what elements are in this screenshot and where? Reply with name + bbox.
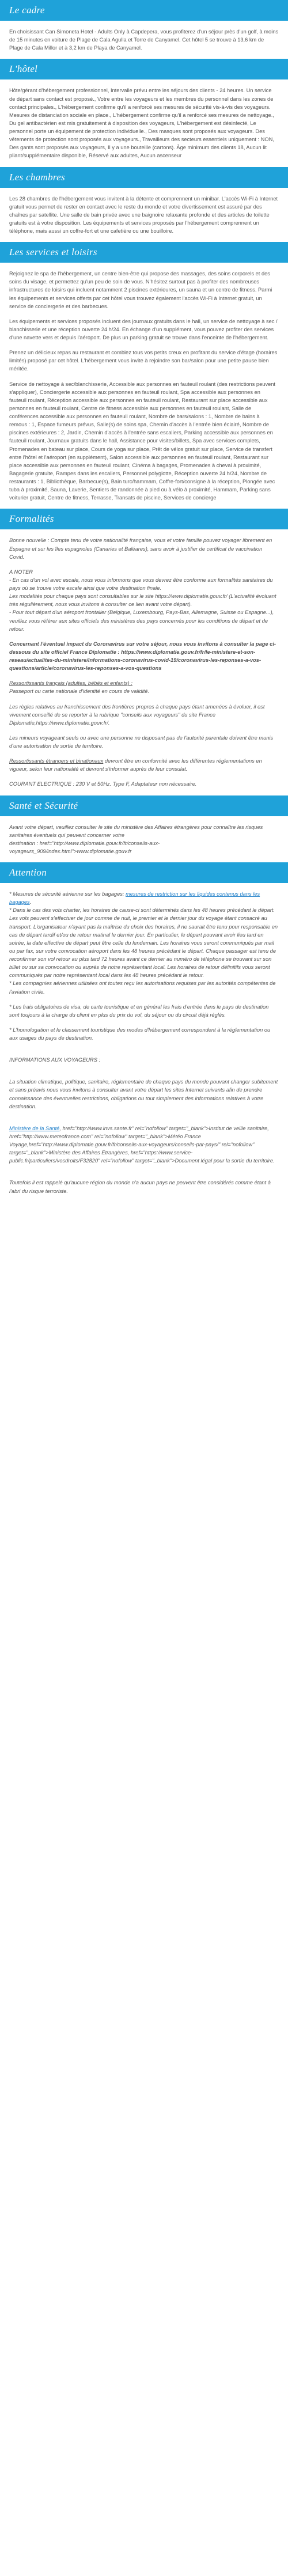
paragraph: Bonne nouvelle : Compte tenu de votre nationalité française, vous et votre famille pouvez voyager librement en Espagne et sur les îles espagnoles (Canaries et Baléares), sans avoir à justifier de certificat de vaccination Covid. xyxy=(9,537,272,560)
paragraph: COURANT ELECTRIQUE : 230 V et 50Hz. Type F, Adaptateur non nécessaire. xyxy=(9,781,197,787)
paragraph: * L'homologation et le classement touristique des modes d'hébergement correspondent à la réglementation ou aux usages du pays de destination. xyxy=(9,1026,271,1041)
paragraph xyxy=(9,823,279,856)
spacer xyxy=(9,1071,279,1078)
section-banner xyxy=(0,509,288,529)
section-banner xyxy=(0,795,288,816)
paragraph xyxy=(9,1124,279,1165)
section-body xyxy=(0,86,288,160)
paragraph-line: A NOTER xyxy=(9,569,33,575)
paragraph xyxy=(9,890,279,996)
section-attention xyxy=(0,862,288,1195)
paragraph: Les 28 chambres de l'hébergement vous invitent à la détente et comprennent un minibar. L'accès Wi-Fi à Internet gratuit vous permet de rester en contact avec le reste du monde et votre divertissement est assuré par des chaînes par satellite. Une salle de bain privée avec une baignoire relaxante profonde et des articles de toilette gratuits est à votre disposition. Les équipements et services proposés par l'hébergement comprennent un téléphone, mais aussi un coffre-fort et une cafetière ou une bouilloire. xyxy=(9,195,278,234)
paragraph: Rejoignez le spa de l'hébergement, un centre bien-être qui propose des massages, des soins corporels et des soins du visage, et permettez qu'un peu de soin de vous. N'hésitez surtout pas à profiter des nombreuses infrastructures de loisirs qui incluent notamment 2 piscines extérieures, un sauna et un centre de fitness. Parmi les équipements et services offerts par cet hôtel vous trouvez également l'accès Wi-Fi à Internet gratuit, un service de conciergerie et des barbecues. xyxy=(9,271,272,309)
section-les-services-et-loisirs xyxy=(0,242,288,502)
paragraph-line: Les modalités pour chaque pays sont consultables sur le site https://www.diplomatie.gouv.fr/ (L'actualité évoluant très régulièrement, nous vous invitons à consulter ce lien avant votre départ). xyxy=(9,593,276,608)
section-body xyxy=(0,270,288,502)
paragraph-line: * Mesures de sécurité aérienne sur les bagages: mesures de restriction sur les liquides contenus dans les bagages. xyxy=(9,891,260,906)
section-le-cadre xyxy=(0,0,288,52)
hotel-description-page xyxy=(0,0,288,1225)
paragraph-line: destination : href="http://www.diplomatie.gouv.fr/fr/conseils-aux-voyageurs_909/index.html">www.diplomatie.gouv.fr xyxy=(9,840,160,854)
section-l-hotel xyxy=(0,59,288,160)
paragraph xyxy=(9,568,279,633)
paragraph-line: Ministère de la Santé, href="http://www.invs.sante.fr" rel="nofollow" target="_blank">Institut de veille sanitaire, href="http://www.meteofrance.com" rel="nofollow" target="_blank">Météo France Voyage,href="http://www.diplomatie.gouv.fr/fr/conseils-aux-voyageurs/conseils-par-pays/" rel="nofollow" target="_blank">Ministère des Affaires Étrangères, href="https://www.service-public.fr/particuliers/vosdroits/F32820" rel="nofollow" target="_blank">Document légal pour la sortie du territoire. xyxy=(9,1125,275,1164)
section-sante-et-securite xyxy=(0,795,288,856)
section-title: L'hôtel xyxy=(9,63,38,75)
paragraph: La situation climatique, politique, sanitaire, réglementaire de chaque pays du monde pouvant changer subitement et sans préavis nous vous invitons à consulter avant votre départ les sites Internet suivants afin de prendre connaissance des éventuelles restrictions, obligations ou tout simplement des informations relatives à votre destination. xyxy=(9,1079,278,1109)
section-banner xyxy=(0,167,288,188)
paragraph-line: - En cas d'un vol avec escale, nous vous informons que vous devrez être conforme aux formalités sanitaires du pays où se trouve votre escale ainsi que votre destination finale. xyxy=(9,577,273,591)
section-body xyxy=(0,823,288,856)
section-title: Les services et loisirs xyxy=(9,247,97,258)
paragraph-line: * Dans le cas des vols charter, les horaires de cause-ci sont déterminés dans les 48 heures précédant le départ. Les vols peuvent s'effectuer de jour comme de nuit, le premier et le dernier jour du voyage étant consacré au transport. L'organisateur n'ayant pas la maîtrise du choix des horaires, il ne saurait être tenu pour responsable en cas de départ tardif et/ou de retour matinal le dernier jour. En particulier, le départ pouvant avoir lieu tard en soirée, la date effective de départ peut être celle du lendemain. Les horaires vous seront communiqués par mail ou par fax, sur votre convocation aéroport dans les 48 heures précédant le départ. Chaque passager est tenu de reconfirmer son vol retour au plus tard 72 heures avant ce dernier au numéro de téléphone se trouvant sur son billet ou sur sa convocation ou auprès de notre représentant local. Les horaires de retour définitifs vous seront communiqués par notre représentant local dans les 48 heures précédant le retour. xyxy=(9,907,278,979)
paragraph-line: Ressortissants français (adultes, bébés et enfants) : xyxy=(9,680,132,687)
paragraph: Prenez un délicieux repas au restaurant et comblez tous vos petits creux en profitant du service d'étage (horaires limités) proposé par cet hôtel. L'hébergement vous invite à rejoindre son bar/salon pour une petite pause bien méritée. xyxy=(9,350,278,372)
section-title: Santé et Sécurité xyxy=(9,800,78,811)
paragraph xyxy=(9,679,279,695)
paragraph: Service de nettoyage à sec/blanchisserie, Accessible aux personnes en fauteuil roulant (des restrictions peuvent s'appliquer), Conciergerie accessible aux personnes en fauteuil roulant, Spa accessible aux personnes en fauteuil roulant, Réception accessible aux personnes en fauteuil roulant, Restaurant sur place accessible aux personnes en fauteuil roulant, Centre de fitness accessible aux personnes en fauteuil roulant, Salle de conférences accessible aux personnes en fauteuil roulant, Nombre de bars/salons : 1, Nombre de bains à remous : 1, Espace fumeurs prévus, Salle(s) de soins spa, Chemin d'accès à l'entrée bien éclairé, Nombre de piscines extérieures : 2, Jardin, Chemin d'accès à l'entrée sans escaliers, Parking accessible aux personnes en fauteuil roulant, Journaux gratuits dans le hall, Assistance pour visites/billets, Spa avec services complets, Promenades en bateau sur place, Cours de yoga sur place, Prêt de vélos gratuit sur place, Service de transfert entre l'hôtel et l'aéroport (en supplément), Salon accessible aux personnes en fauteuil roulant, Restaurant sur place accessible aux personnes en fauteuil roulant, Cinéma à bagages, Promenades à cheval à proximité, Bagagerie gratuite, Rampes dans les escaliers, Personnel polyglotte, Réception ouverte 24 h/24, Nombre de restaurants : 1, Bibliothèque, Barbecue(s), Bain turc/hammam, Coffre-fort/consigne à la réception, Plongée avec tuba à proximité, Sauna, Laverie, Sentiers de randonnée à pied ou à vélo à proximité, Hammam, Parking sans voiturier gratuit, Centre de fitness, Terrasse, Transats de piscine, Services de concierge xyxy=(9,381,276,501)
paragraph: Les règles relatives au franchissement des frontières propres à chaque pays étant amenées à évoluer, il est vivement conseillé de se reporter à la rubrique "conseils aux voyageurs" du site France Diplomatie,https://www.diplomatie.gouv.fr/. xyxy=(9,703,265,726)
paragraph: Hôte/gérant d'hébergement professionnel, Intervalle prévu entre les séjours des clients - 24 heures. Un service de départ sans contact est proposé., Votre entre les voyageurs et les membres du personnel dans les zones de contact principales., L'hébergement confirme qu'il a renforcé ses mesures de sécurité vis-à-vis des voyageurs. Mesures de distanciation sociale en place., L'hébergement confirme qu'il a renforcé ses mesures de nettoyage., Du gel antibactérien est mis gratuitement à disposition des voyageurs, L'hébergement est désinfecté, Le personnel porte un équipement de protection individuelle., Des masques sont proposés aux voyageurs. Des vêtements de protection sont proposés aux voyageurs., Travailleurs des secteurs essentiels uniquement : NON, Des gants sont proposés aux voyageurs, Il y a une bouteille (cartons). Âge minimum des clients 18, Aucun lit pliant/supplémentaire disponible, Réservé aux adultes, Aucun ascenseur xyxy=(9,88,274,159)
section-title: Le cadre xyxy=(9,5,45,16)
paragraph: Les équipements et services proposés incluent des journaux gratuits dans le hall, un service de nettoyage à sec / blanchisserie et une réception ouverte 24 h/24. En échange d'un supplément, vous pouvez profiter des services d'une navette vers et depuis l'aéroport. De plus un parking gratuit se trouve dans l'enceinte de l'hébergement. xyxy=(9,318,278,340)
paragraph: Les mineurs voyageant seuls ou avec une personne ne disposant pas de l'autorité parentale doivent être munis d'une autorisation de sortie de territoire. xyxy=(9,734,274,749)
paragraph-line: Ressortissants étrangers et binationaux devront être en conformité avec les différentes réglementations en vigueur, selon leur nationalité et devront s'informer auprès de leur consulat. xyxy=(9,758,262,772)
section-banner xyxy=(0,862,288,883)
paragraph-line: * Les compagnies aériennes utilisées ont toutes reçu les autorisations requises par les autorités compétentes de l'aviation civile. xyxy=(9,980,276,995)
paragraph-line: Avant votre départ, veuillez consulter le site du ministère des Affaires étrangères pour connaître les risques sanitaires éventuels qui peuvent concerner votre xyxy=(9,824,263,838)
paragraph: En choisissant Can Simoneta Hotel - Adults Only à Capdepera, vous profiterez d'un séjour près d'un golf, à moins de 15 minutes en voiture de Plage de Cala Agulla et Torre de Canyamel. Cet hôtel 5 se trouve à 13,6 km de Plage de Cala Millor et à 3,2 km de Playa de Canyamel. xyxy=(9,29,279,51)
section-body xyxy=(0,28,288,52)
section-title: Attention xyxy=(9,867,47,878)
spacer xyxy=(9,1049,279,1056)
section-body xyxy=(0,536,288,788)
ministry-link[interactable]: Ministère de la Santé xyxy=(9,1125,60,1131)
paragraph-line: - Pour tout départ d'un aéroport frontalier (Belgique, Luxembourg, Pays-Bas, Allemagne, Suisse ou Espagne...), veuillez vous référer aux sites officiels des ministères des pays concernés pour les conditions de départ et de retour. xyxy=(9,609,274,632)
section-banner xyxy=(0,242,288,263)
paragraph xyxy=(9,757,279,773)
underlined-phrase: Ressortissants étrangers et binationaux xyxy=(9,758,104,764)
paragraph: Toutefois il est rappelé qu'aucune région du monde n'a aucun pays ne peuvent être considérés comme étant à l'abri du risque terroriste. xyxy=(9,1180,271,1194)
spacer xyxy=(9,1172,279,1179)
paragraph: INFORMATIONS AUX VOYAGEURS : xyxy=(9,1057,101,1063)
section-banner xyxy=(0,59,288,79)
section-title: Les chambres xyxy=(9,171,65,183)
restriction-link[interactable]: mesures de restriction sur les liquides contenus dans les bagages xyxy=(9,891,260,906)
paragraph-line: Passeport ou carte nationale d'identité en cours de validité. xyxy=(9,688,150,695)
section-body xyxy=(0,890,288,1195)
section-les-chambres xyxy=(0,167,288,236)
section-title: Formalités xyxy=(9,513,54,525)
paragraph: Concernant l'éventuel impact du Coronavirus sur votre séjour, nous vous invitons à consulter la page ci-dessous du site officiel France Diplomatie : https://www.diplomatie.gouv.fr/fr/le-ministere-et-son-reseau/actualites-du-ministere/informations-coronavirus-covid-19/coronavirus-les-reponses-a-vos-questions/article/coronavirus-les-reponses-a-vos-questions xyxy=(9,641,276,672)
section-formalites xyxy=(0,509,288,788)
paragraph: * Les frais obligatoires de visa, de carte touristique et en général les frais d'entrée dans le pays de destination sont toujours à la charge du client en plus du prix du vol, du séjour ou du circuit déjà réglés. xyxy=(9,1003,269,1018)
section-banner xyxy=(0,0,288,21)
section-body xyxy=(0,195,288,236)
spacer xyxy=(9,1117,279,1124)
